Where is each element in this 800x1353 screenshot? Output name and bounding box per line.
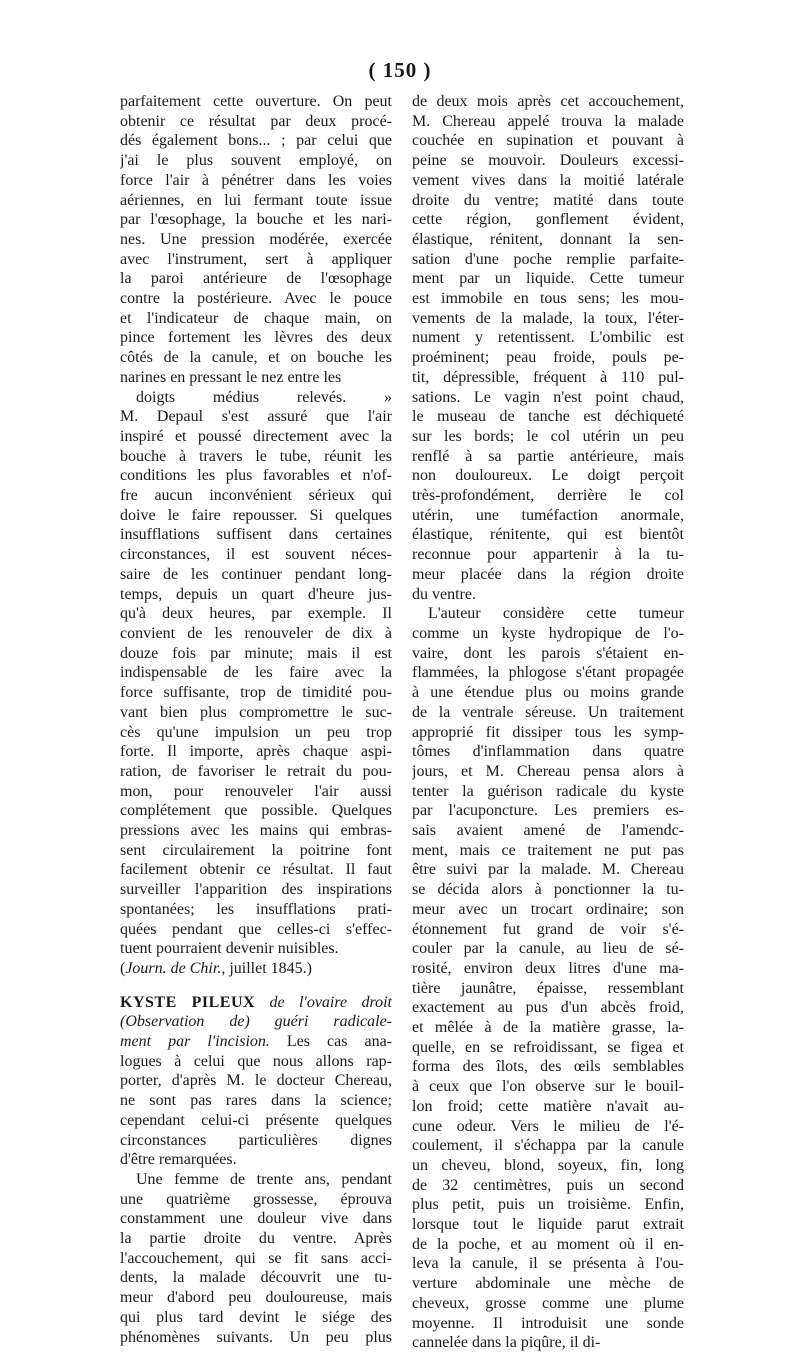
text-line: sations. Le vagin n'est point chaud, xyxy=(412,388,684,406)
text-line: rosité, environ deux litres d'une ma- xyxy=(412,959,684,977)
text-line: qu'à deux heures, par exemple. Il xyxy=(120,605,392,623)
text-line: contre la postérieure. Avec le pouce xyxy=(120,290,392,308)
text-line: facilement obtenir ce résultat. Il faut xyxy=(120,861,392,879)
text-line: vement vives dans la moitié latérale xyxy=(412,171,684,189)
text-line: ration, de favoriser le retrait du pou- xyxy=(120,762,392,780)
text-line: verture abdominale une mèche de xyxy=(412,1275,684,1293)
text-line: exactement au pus d'un abcès froid, xyxy=(412,999,684,1017)
text-line: étonnement fut grand de voir s'é- xyxy=(412,920,684,938)
text-line: circonstances particulières dignes xyxy=(120,1131,392,1149)
text-line: couchée en supination et pouvant à xyxy=(412,132,684,150)
text-line: ment, mais ce traitement ne put pas xyxy=(412,841,684,859)
text-line: nument y retentissent. L'ombilic est xyxy=(412,329,684,347)
text-line: temps, depuis un quart d'heure jus- xyxy=(120,585,392,603)
text-line: de 32 centimètres, puis un second xyxy=(412,1176,684,1194)
text-line: nes. Une pression modérée, exercée xyxy=(120,230,392,248)
text-line: cès qu'une impulsion un peu trop xyxy=(120,723,392,741)
text-line: non douloureux. Le doigt perçoit xyxy=(412,467,684,485)
text-line: moyenne. Il introduisit une sonde xyxy=(412,1314,684,1332)
text-line: jours, et M. Chereau pensa alors à xyxy=(412,762,684,780)
text-line: meur d'abord peu douloureuse, mais xyxy=(120,1289,392,1307)
text-line: narines en pressant le nez entre les xyxy=(120,368,342,386)
right-column xyxy=(412,92,684,1353)
text-line: avec l'instrument, sert à appliquer xyxy=(120,250,392,268)
text-line: la paroi antérieure de l'œsophage xyxy=(120,270,392,288)
text-line: sais avaient amené de l'amendc- xyxy=(412,822,684,840)
text-line: indispensable de les faire avec la xyxy=(120,664,392,682)
text-line: et l'indicateur de chaque main, on xyxy=(120,309,392,327)
text-line: forma des îlots, des œils semblables xyxy=(412,1058,684,1076)
text-line: reconnue pour appartenir à la tu- xyxy=(412,546,684,564)
text-line: logues à celui que nous allons rap- xyxy=(120,1052,392,1070)
text-line: circonstances, il est souvent néces- xyxy=(120,546,392,564)
text-line: parfaitement cette ouverture. On peut xyxy=(120,93,392,110)
text-line: être suivi par la malade. M. Chereau xyxy=(412,861,684,879)
text-line: renflé à sa partie antérieure, mais xyxy=(412,447,684,465)
text-line: par l'acuponcture. Les premiers es- xyxy=(412,802,684,820)
text-line: droite du ventre; matité dans toute xyxy=(412,191,684,209)
text-line: dents, la malade découvrit une tu- xyxy=(120,1269,392,1287)
text-line: élastique, rénitente, qui est bientôt xyxy=(412,526,684,544)
text-line: la partie droite du ventre. Après xyxy=(120,1230,392,1248)
text-line: vements de la malade, la toux, l'éter- xyxy=(412,309,684,327)
text-line: aériennes, en lui fermant toute issue xyxy=(120,191,392,209)
text-line: plus petit, puis un troisième. Enfin, xyxy=(412,1196,684,1214)
page-number: ( 150 ) xyxy=(368,58,432,82)
text-line: proéminent; peau froide, pouls pe- xyxy=(412,349,684,367)
text-line: cheveux, grosse comme une plume xyxy=(412,1294,684,1312)
text-line: vant bien plus compromettre le suc- xyxy=(120,703,392,721)
text-line: fre aucun inconvénient sérieux qui xyxy=(120,487,392,505)
text-line: par l'œsophage, la bouche et les nari- xyxy=(120,211,392,229)
text-line: flammées, la phlogose s'étant propagée xyxy=(412,664,684,682)
text-line: qui plus tard devint le siége des xyxy=(120,1308,392,1326)
text-line: approprié fit dissiper tous les symp- xyxy=(412,723,684,741)
text-line: sation d'une poche remplie parfaite- xyxy=(412,250,684,268)
text-line: lon froid; cette matière n'avait au- xyxy=(412,1097,684,1115)
text-line: surveiller l'apparition des inspirations xyxy=(120,881,392,899)
text-line: bouche à travers le tube, réunit les xyxy=(120,447,392,465)
text-line: phénomènes suivants. Un peu plus xyxy=(120,1328,392,1346)
text-line: obtenir ce résultat par deux procé- xyxy=(120,112,392,130)
text-line: constamment une douleur vive dans xyxy=(120,1210,392,1228)
text-line: du ventre. xyxy=(412,585,476,603)
text-line: l'accouchement, qui se fit sans acci- xyxy=(120,1249,392,1267)
text-line: doigts médius relevés. » xyxy=(136,388,392,406)
left-column xyxy=(120,92,392,1347)
text-line: dés également bons... ; par celui que xyxy=(120,132,392,150)
text-line: pince fortement les lèvres des deux xyxy=(120,329,392,347)
text-line: cependant celui-ci présente quelques xyxy=(120,1111,392,1129)
text-line: utérin, une tuméfaction anormale, xyxy=(412,506,684,524)
text-line: à ceux que l'on observe sur le bouil- xyxy=(412,1078,684,1096)
text-line: très-profondément, derrière le col xyxy=(412,487,684,505)
text-line: porter, d'après M. le docteur Chereau, xyxy=(120,1072,392,1090)
section-heading: KYSTE PILEUX de l'ovaire droit xyxy=(120,993,392,1011)
text-line: Une femme de trente ans, pendant xyxy=(136,1170,392,1188)
text-line: de la ventrale séreuse. Un traitement xyxy=(412,703,684,721)
text-line: de deux mois après cet accouchement, xyxy=(412,93,684,110)
text-line: tit, dépressible, fréquent à 110 pul- xyxy=(412,368,684,386)
journal-title: Journ. de Chir. xyxy=(125,959,222,977)
text-line: force suffisante, trop de timidité pou- xyxy=(120,684,392,702)
text-line: saire de les continuer pendant long- xyxy=(120,565,392,583)
text-line: (Observation de) guéri radicale- xyxy=(120,1013,392,1031)
text-line: mon, pour renouveler l'air aussi xyxy=(120,782,392,800)
text-line: pressions avec les mains qui embras- xyxy=(120,822,392,840)
text-line: complétement que possible. Quelques xyxy=(120,802,392,820)
text-line: M. Chereau appelé trouva la malade xyxy=(412,112,684,130)
text-line: force l'air à pénétrer dans les voies xyxy=(120,171,392,189)
text-line: cune odeur. Vers le milieu de l'é- xyxy=(412,1117,684,1135)
text-line: leva la canule, il se présenta à l'ou- xyxy=(412,1255,684,1273)
text-line: d'être remarquées. xyxy=(120,1151,237,1169)
text-line: spontanées; les insufflations prati- xyxy=(120,900,392,918)
text-line: convient de les renouveler de dix à xyxy=(120,624,392,642)
text-line: quées pendant que celles-ci s'effec- xyxy=(120,920,392,938)
text-line: vaire, dont les parois s'étaient en- xyxy=(412,644,684,662)
text-line: ment par un liquide. Cette tumeur xyxy=(412,270,684,288)
text-line: meur avec un trocart ordinaire; son xyxy=(412,900,684,918)
text-line: le museau de tanche est déchiqueté xyxy=(412,408,684,426)
text-line: coulement, il s'échappa par la canule xyxy=(412,1137,684,1155)
text-line: côtés de la canule, et on bouche les xyxy=(120,349,392,367)
text-line: cette région, gonflement évident, xyxy=(412,211,684,229)
text-line: une quatrième grossesse, éprouva xyxy=(120,1190,392,1208)
text-line: tière jaunâtre, épaisse, ressemblant xyxy=(412,979,684,997)
text-line: L'auteur considère cette tumeur xyxy=(428,605,684,623)
text-line: peine se mouvoir. Douleurs excessi- xyxy=(412,152,684,170)
text-line: douze fois par minute; mais il est xyxy=(120,644,392,662)
text-line: élastique, rénitent, donnant la sen- xyxy=(412,230,684,248)
text-line: et mêlée à de la matière grasse, la- xyxy=(412,1019,684,1037)
text-line: ne sont pas rares dans la science; xyxy=(120,1092,392,1110)
text-line: insufflations suffisent dans certaines xyxy=(120,526,392,544)
text-line: à une étendue plus ou moins grande xyxy=(412,684,684,702)
text-line: M. Depaul s'est assuré que l'air xyxy=(120,408,392,426)
text-line: sur les bords; le col utérin un peu xyxy=(412,427,684,445)
text-line: comme un kyste hydropique de l'o- xyxy=(412,624,684,642)
text-line: tuent pourraient devenir nuisibles. xyxy=(120,940,339,958)
text-line: tômes d'inflammation dans quatre xyxy=(412,743,684,761)
text-line: conditions les plus favorables et n'of- xyxy=(120,467,392,485)
text-line: couler par la canule, au lieu de sé- xyxy=(412,940,684,958)
text-line: ment par l'incision. Les cas ana- xyxy=(120,1033,392,1051)
text-line: forte. Il importe, après chaque aspi- xyxy=(120,743,392,761)
text-line: cannelée dans la piqûre, il di- xyxy=(412,1334,601,1352)
text-line: est immobile en tous sens; les mou- xyxy=(412,290,684,308)
text-line: doive le faire repousser. Si quelques xyxy=(120,506,392,524)
text-line: un cheveu, blond, soyeux, fin, long xyxy=(412,1156,684,1174)
text-line: meur placée dans la région droite xyxy=(412,565,684,583)
text-line: j'ai le plus souvent employé, on xyxy=(120,152,392,170)
text-line: se décida alors à ponctionner la tu- xyxy=(412,881,684,899)
text-line: tenter la guérison radicale du kyste xyxy=(412,782,684,800)
text-line: quelle, en se refroidissant, se figea et xyxy=(412,1038,684,1056)
text-line: lorsque tout le liquide parut extrait xyxy=(412,1216,684,1234)
text-line: de la poche, et au moment où il en- xyxy=(412,1235,684,1253)
text-line: sent circulairement la poitrine font xyxy=(120,841,392,859)
text-line: inspiré et poussé directement avec la xyxy=(120,427,392,445)
citation: (Journ. de Chir., juillet 1845.) xyxy=(120,959,312,977)
